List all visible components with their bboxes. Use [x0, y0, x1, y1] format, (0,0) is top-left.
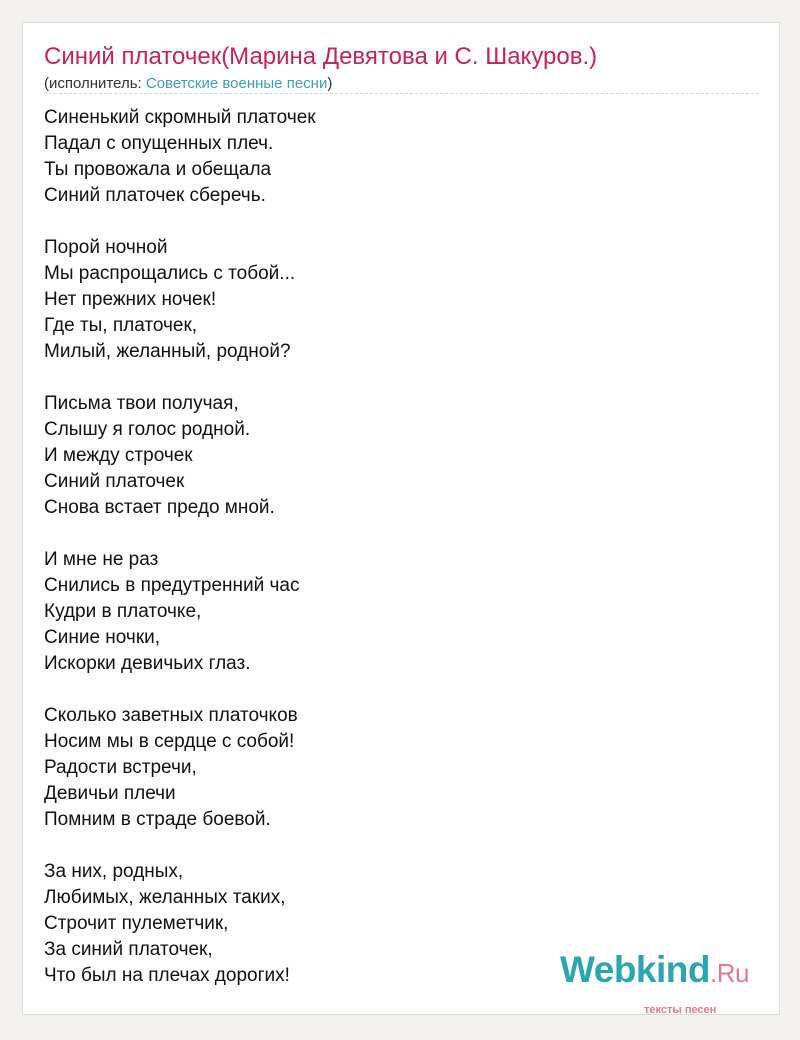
logo-main-text: Webkind [560, 949, 710, 990]
lyric-line: Ты провожала и обещала [44, 159, 272, 180]
artist-line [44, 75, 332, 93]
artist-suffix: ) [327, 75, 333, 92]
lyric-line: Слышу я голос родной. [44, 419, 251, 440]
lyric-line: Сколько заветных платочков [44, 705, 298, 726]
lyric-line: И мне не раз [44, 549, 159, 570]
lyric-line: Строчит пулеметчик, [44, 913, 229, 934]
lyric-line: Снова встает предо мной. [44, 497, 275, 518]
lyric-line: Падал с опущенных плеч. [44, 133, 274, 154]
lyrics-text [44, 105, 316, 989]
stanza [44, 547, 316, 677]
lyric-line: Любимых, желанных таких, [44, 887, 286, 908]
lyric-line: За них, родных, [44, 861, 184, 882]
stanza [44, 859, 316, 989]
lyric-line: Кудри в платочке, [44, 601, 202, 622]
lyric-line: Радости встречи, [44, 757, 197, 778]
lyric-line: За синий платочек, [44, 939, 213, 960]
lyric-line: Девичьи плечи [44, 783, 176, 804]
lyric-line: Где ты, платочек, [44, 315, 198, 336]
lyric-line: Помним в страде боевой. [44, 809, 271, 830]
lyric-line: Снились в предутренний час [44, 575, 300, 596]
stanza [44, 105, 316, 209]
lyric-line: Синенький скромный платочек [44, 107, 316, 128]
webkind-logo[interactable] [560, 949, 760, 1016]
lyric-line: Мы распрощались с тобой... [44, 263, 296, 284]
logo-tagline: тексты песен [644, 1004, 717, 1016]
artist-prefix: (исполнитель: [44, 75, 146, 92]
lyric-line: Искорки девичьих глаз. [44, 653, 251, 674]
lyric-line: Милый, желанный, родной? [44, 341, 291, 362]
logo-tld: .Ru [710, 958, 749, 988]
lyric-line: Письма твои получая, [44, 393, 239, 414]
lyric-line: Синий платочек сберечь. [44, 185, 266, 206]
stanza [44, 235, 316, 365]
page-title: Синий платочек(Марина Девятова и С. Шакуров.) [44, 43, 598, 70]
artist-link[interactable]: Советские военные песни [145, 75, 328, 92]
logo-wordmark [560, 950, 749, 993]
lyric-line: Носим мы в сердце с собой! [44, 731, 295, 752]
title-divider [44, 93, 759, 94]
lyrics-card [22, 22, 780, 1015]
stanza [44, 703, 316, 833]
lyric-line: Что был на плечах дорогих! [44, 965, 290, 986]
lyric-line: Синие ночки, [44, 627, 161, 648]
stanza [44, 391, 316, 521]
lyric-line: Нет прежних ночек! [44, 289, 217, 310]
lyric-line: И между строчек [44, 445, 193, 466]
lyric-line: Порой ночной [44, 237, 168, 258]
lyric-line: Синий платочек [44, 471, 185, 492]
